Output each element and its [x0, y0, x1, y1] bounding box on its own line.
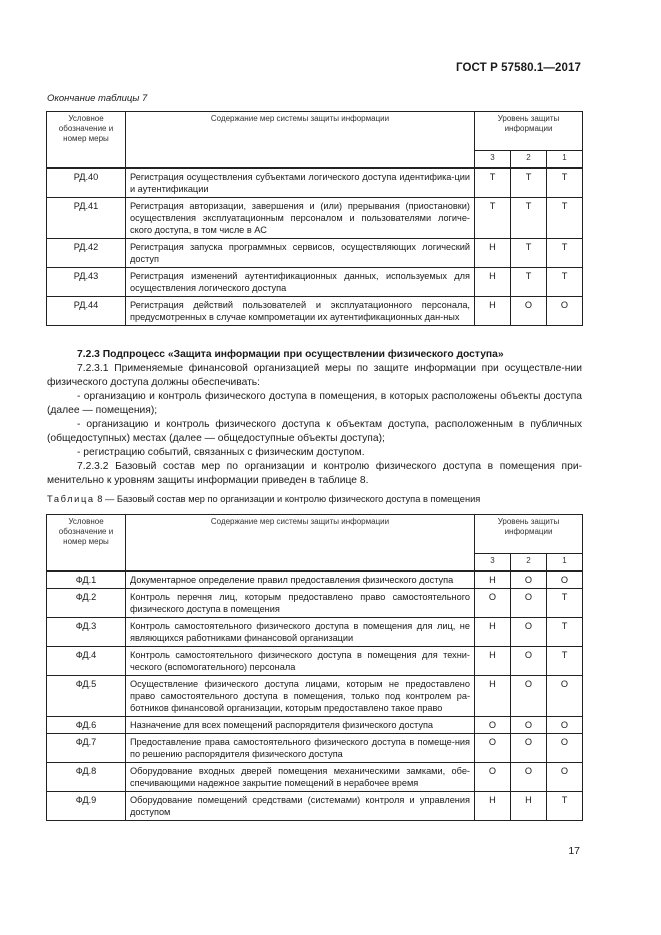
measure-content-cell: Регистрация изменений аутентификационных данных, используемых для осуществления логического доступа: [126, 268, 475, 297]
level-3-cell: Н: [475, 792, 511, 821]
measure-code-cell: ФД.2: [47, 589, 126, 618]
table-row: [47, 239, 583, 268]
measure-code-cell: РД.41: [47, 198, 126, 239]
measure-code-cell: РД.43: [47, 268, 126, 297]
measure-code-cell: ФД.8: [47, 763, 126, 792]
table8-header-levels: Уровень защиты информации: [475, 515, 583, 554]
table7-body: [47, 168, 583, 326]
measure-code-cell: ФД.5: [47, 676, 126, 717]
level-1-cell: Т: [547, 792, 583, 821]
level-3-cell: Н: [475, 297, 511, 326]
measure-content-cell: Осуществление физического доступа лицами, которым не предоставлено право самостоятельного доступа в помещения, только под контролем ра-ботников финансовой организации, которым предоставлено такое право: [126, 676, 475, 717]
level-1-cell: Т: [547, 647, 583, 676]
measure-content-cell: Контроль самостоятельного физического доступа в помещения для техни-ческого (вспомогательного) персонала: [126, 647, 475, 676]
standard-header: ГОСТ Р 57580.1—2017: [456, 62, 581, 74]
table-8: [46, 514, 583, 821]
table-row: [47, 198, 583, 239]
level-1-cell: Т: [547, 168, 583, 198]
table8-header-level-3: 3: [475, 554, 511, 572]
table-row: [47, 717, 583, 734]
measure-content-cell: Оборудование входных дверей помещения механическими замками, обе-спечивающими надежное закрытие помещений в нерабочее время: [126, 763, 475, 792]
measure-content-cell: Контроль перечня лиц, которым предоставлено право самостоятельного физического доступа в помещения: [126, 589, 475, 618]
level-3-cell: О: [475, 734, 511, 763]
section-list-item-3: - регистрацию событий, связанных с физическим доступом.: [77, 447, 365, 458]
level-3-cell: Н: [475, 239, 511, 268]
level-1-cell: Т: [547, 239, 583, 268]
level-1-cell: Т: [547, 198, 583, 239]
measure-code-cell: РД.42: [47, 239, 126, 268]
level-2-cell: О: [511, 763, 547, 792]
table-row: [47, 647, 583, 676]
level-2-cell: Т: [511, 239, 547, 268]
table-row: [47, 297, 583, 326]
measure-content-cell: Оборудование помещений средствами (системами) контроля и управления доступом: [126, 792, 475, 821]
table7-header-level-2: 2: [511, 151, 547, 169]
measure-code-cell: ФД.9: [47, 792, 126, 821]
level-2-cell: О: [511, 647, 547, 676]
level-3-cell: О: [475, 717, 511, 734]
level-1-cell: Т: [547, 618, 583, 647]
measure-code-cell: РД.44: [47, 297, 126, 326]
level-3-cell: Н: [475, 618, 511, 647]
table-row: [47, 589, 583, 618]
level-2-cell: Н: [511, 792, 547, 821]
measure-content-cell: Назначение для всех помещений распорядителя физического доступа: [126, 717, 475, 734]
level-3-cell: О: [475, 763, 511, 792]
section-list-item-2: - организацию и контроль физического доступа к объектам доступа, расположенным в публичных (общедоступных) местах (далее — общедоступные объекты доступа);: [47, 419, 582, 444]
table8-header-level-1: 1: [547, 554, 583, 572]
table8-header-content: Содержание мер системы защиты информации: [126, 515, 475, 572]
level-2-cell: О: [511, 676, 547, 717]
table-row: [47, 168, 583, 198]
level-1-cell: Т: [547, 589, 583, 618]
table-row: [47, 268, 583, 297]
page-number: 17: [568, 845, 580, 857]
level-1-cell: О: [547, 571, 583, 589]
section-paragraph-2: 7.2.3.2 Базовый состав мер по организации и контролю физического доступа в помещения при-менительно к уровням защиты информации приведен в таблице 8.: [47, 461, 582, 486]
section-7-2-3: [47, 348, 582, 488]
table8-header-code: Условное обозначение и номер меры: [47, 515, 126, 572]
measure-content-cell: Контроль самостоятельного физического доступа в помещения для лиц, не являющихся работниками финансовой организации: [126, 618, 475, 647]
measure-code-cell: ФД.1: [47, 571, 126, 589]
level-2-cell: О: [511, 589, 547, 618]
table-row: [47, 618, 583, 647]
table8-body: [47, 571, 583, 821]
level-3-cell: Т: [475, 198, 511, 239]
measure-code-cell: ФД.7: [47, 734, 126, 763]
table-7: [46, 111, 583, 326]
table8-caption-text: 8 — Базовый состав мер по организации и контролю физического доступа в помещения: [97, 494, 481, 504]
table7-header-level-3: 3: [475, 151, 511, 169]
level-3-cell: Н: [475, 676, 511, 717]
level-3-cell: Н: [475, 268, 511, 297]
level-1-cell: Т: [547, 268, 583, 297]
level-3-cell: О: [475, 589, 511, 618]
level-1-cell: О: [547, 676, 583, 717]
section-heading: 7.2.3 Подпроцесс «Защита информации при осуществлении физического доступа»: [77, 349, 504, 360]
level-2-cell: О: [511, 297, 547, 326]
level-3-cell: Н: [475, 647, 511, 676]
table8-header-level-2: 2: [511, 554, 547, 572]
measure-code-cell: РД.40: [47, 168, 126, 198]
level-2-cell: Т: [511, 168, 547, 198]
level-2-cell: О: [511, 734, 547, 763]
section-paragraph-1: 7.2.3.1 Применяемые финансовой организацией меры по защите информации при осуществле-нии физического доступа должны обеспечивать:: [47, 363, 582, 388]
measure-content-cell: Регистрация авторизации, завершения и (или) прерывания (приостановки) осуществления эксплуатационным персоналом и пользователями логиче-ского доступа, в том числе в АС: [126, 198, 475, 239]
level-2-cell: О: [511, 717, 547, 734]
table8-caption-label: Таблица: [47, 494, 95, 504]
level-2-cell: Т: [511, 268, 547, 297]
level-2-cell: Т: [511, 198, 547, 239]
level-3-cell: Н: [475, 571, 511, 589]
table-row: [47, 734, 583, 763]
level-1-cell: О: [547, 717, 583, 734]
table7-header-level-1: 1: [547, 151, 583, 169]
table7-header-code: Условное обозначение и номер меры: [47, 112, 126, 169]
section-list-item-1: - организацию и контроль физического доступа в помещения, в которых расположены объекты доступа (далее — помещения);: [47, 391, 582, 416]
measure-code-cell: ФД.6: [47, 717, 126, 734]
measure-content-cell: Регистрация осуществления субъектами логического доступа идентифика-ции и аутентификации: [126, 168, 475, 198]
measure-content-cell: Документарное определение правил предоставления физического доступа: [126, 571, 475, 589]
measure-content-cell: Предоставление права самостоятельного физического доступа в помеще-ния по решению распорядителя физического доступа: [126, 734, 475, 763]
measure-code-cell: ФД.4: [47, 647, 126, 676]
table7-header-content: Содержание мер системы защиты информации: [126, 112, 475, 169]
table-row: [47, 571, 583, 589]
measure-content-cell: Регистрация действий пользователей и эксплуатационного персонала, предусмотренных в случае компрометации их аутентификационных дан-ных: [126, 297, 475, 326]
table-row: [47, 676, 583, 717]
table7-continuation-label: Окончание таблицы 7: [47, 93, 148, 104]
level-1-cell: О: [547, 297, 583, 326]
measure-content-cell: Регистрация запуска программных сервисов, осуществляющих логический доступ: [126, 239, 475, 268]
level-1-cell: О: [547, 734, 583, 763]
table8-caption: [47, 494, 480, 504]
level-3-cell: Т: [475, 168, 511, 198]
table-row: [47, 792, 583, 821]
level-2-cell: О: [511, 618, 547, 647]
measure-code-cell: ФД.3: [47, 618, 126, 647]
table7-header-levels: Уровень защиты информации: [475, 112, 583, 151]
table-row: [47, 763, 583, 792]
level-1-cell: О: [547, 763, 583, 792]
level-2-cell: О: [511, 571, 547, 589]
